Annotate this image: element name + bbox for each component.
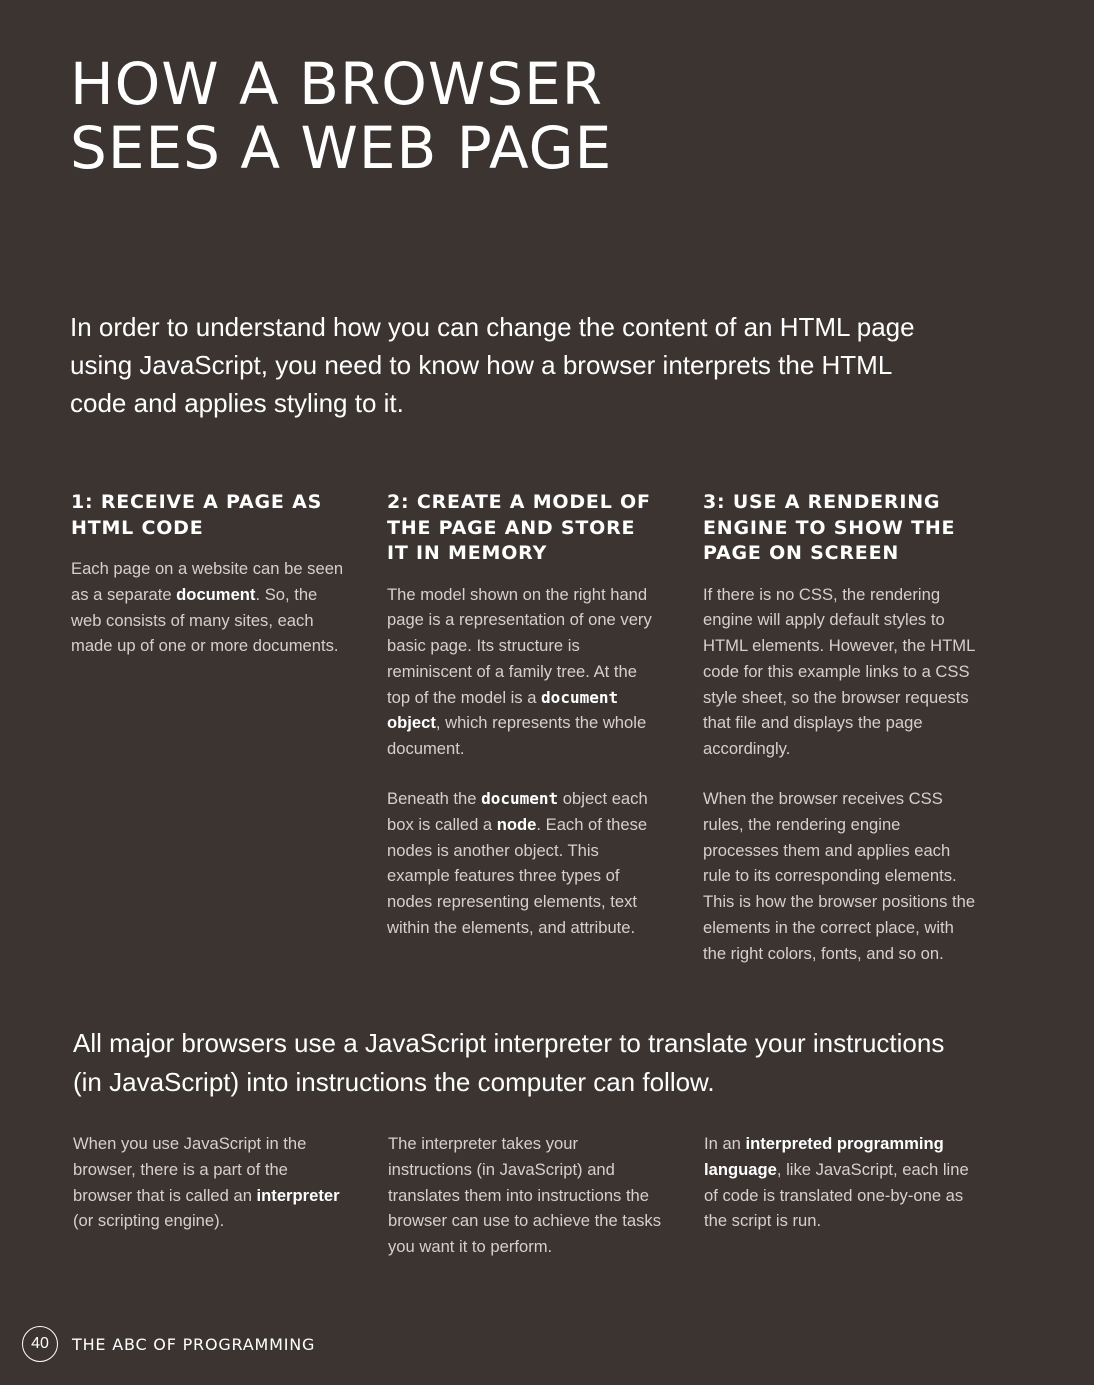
step-3-paragraph-2: When the browser receives CSS rules, the rendering engine processes them and applies each rule to its corresponding elements. This is how the browser positions the elements in the correct place, with the right colors, fonts, and so on. [703,789,976,963]
text-span: In an [704,1134,746,1153]
bottom-paragraph-2: The interpreter takes your instructions (in JavaScript) and translates them into instructions the browser can use to achieve the tasks you want it to perform. [388,1134,662,1257]
text-span: When you use JavaScript in the browser, there is a part of the browser that is called an [73,1134,307,1205]
text-span: object each box is called a [387,789,648,834]
interpreter-subheading: All major browsers use a JavaScript interpreter to translate your instructions (in JavaScript) into instructions the computer can follow. [73,1028,945,1097]
code-term: document [541,687,619,707]
page-number-badge: 40 [22,1326,58,1362]
bold-term: object [387,713,436,733]
step-1-column [71,490,351,683]
text-span: . So, the web consists of many sites, each made up of one or more documents. [71,584,339,656]
step-2-paragraph-1 [387,582,662,763]
step-2-heading: 2: CREATE A MODEL OF THE PAGE AND STORE IT IN MEMORY [387,491,651,564]
title-line-2: SEES A WEB PAGE [70,114,613,182]
code-term: document [481,789,559,809]
bold-term: node [496,814,537,834]
bottom-column-1 [73,1131,348,1258]
bold-term: document [176,584,256,604]
step-3-paragraph-1: If there is no CSS, the rendering engine will apply default styles to HTML elements. However, the HTML code for this example links to a CSS style sheet, so the browser requests that file and displays the page accordingly. [703,584,975,759]
step-1-heading: 1: RECEIVE A PAGE AS HTML CODE [71,491,323,539]
text-span: , like JavaScript, each line of code is translated one-by-one as the script is run. [704,1159,969,1231]
bold-term: interpreter [256,1185,340,1205]
text-span: The model shown on the right hand page is a representation of one very basic page. Its structure is reminiscent of a family tree. At the top of the model is a [387,584,652,707]
text-span: . Each of these nodes is another object. This example features three types of nodes representing elements, text within the elements, and attribute. [387,814,648,938]
step-1-paragraph [71,556,351,659]
running-head: THE ABC OF PROGRAMMING [72,1334,316,1354]
text-span: Each page on a website can be seen as a separate [71,559,344,604]
bottom-column-2 [388,1131,663,1284]
page-title [70,52,612,180]
step-3-column [703,490,978,991]
bottom-column-3 [704,1131,974,1258]
intro-paragraph: In order to understand how you can change the content of an HTML page using JavaScript, you need to know how a browser interprets the HTML code and applies styling to it. [70,312,915,418]
title-line-1: HOW A BROWSER [70,50,604,118]
bottom-paragraph-3 [704,1131,974,1234]
text-span: (or scripting engine). [73,1211,225,1231]
step-2-column [387,490,662,965]
step-2-paragraph-2 [387,786,662,941]
bottom-paragraph-1 [73,1131,348,1234]
page-footer [22,1326,315,1362]
step-3-heading: 3: USE A RENDERING ENGINE TO SHOW THE PAGE ON SCREEN [703,491,956,564]
text-span: Beneath the [387,789,482,809]
text-span: , which represents the whole document. [387,713,647,759]
bold-term: interpreted programming language [704,1134,944,1179]
